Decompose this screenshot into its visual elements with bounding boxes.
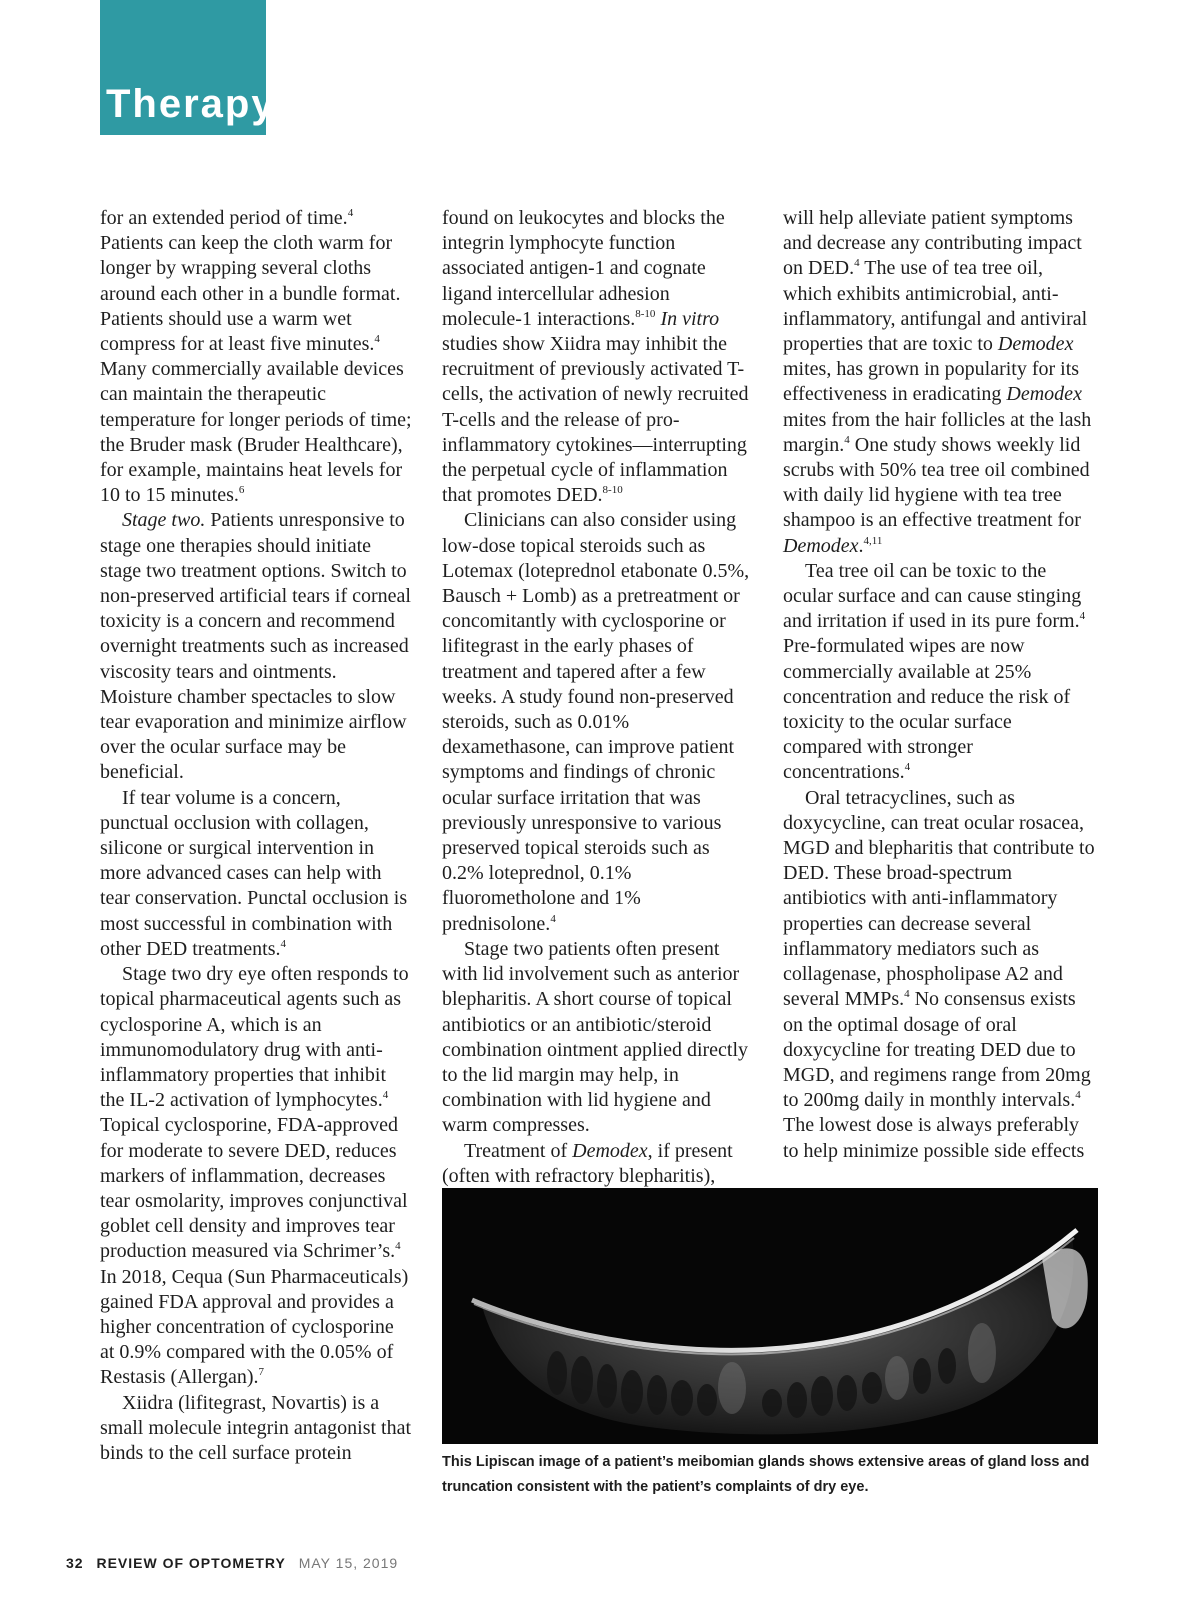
- paragraph: Stage two dry eye often responds to topical pharmaceutical agents such as cyclosporine A, which is an immunomodulatory drug with anti-inflammatory properties that inhibit the IL-2 activation of lymphocytes.$^4$ Topical cyclosporine, FDA-approved for moderate to severe DED, reduces markers of inflammation, decreases tear osmolarity, improves conjunctival goblet cell density and improves tear production measured via Schrimer’s.$^4$ In 2018, Cequa (Sun Pharmaceuticals) gained FDA approval and provides a higher concentration of cyclosporine at 0.9% compared with the 0.05% of Restasis (Allergan).$^7$: [100, 963, 409, 1389]
- publication-name: REVIEW OF OPTOMETRY: [96, 1555, 286, 1571]
- paragraph: found on leukocytes and blocks the integrin lymphocyte function associated antigen-1 and cognate ligand intercellular adhesion molecule-1 interactions.$^{8-10}$ In vitro studies show Xiidra may inhibit the recruitment of previously activated T-cells, the activation of newly recruited T-cells and the release of pro-inflammatory cytokines—interrupting the perpetual cycle of inflammation that promotes DED.$^{8-10}$: [442, 207, 749, 507]
- meibography-image: [442, 1188, 1098, 1444]
- issue-date: MAY 15, 2019: [298, 1555, 399, 1571]
- paragraph: Xiidra (lifitegrast, Novartis) is a small molecule integrin antagonist that binds to the cell surface protein: [100, 1391, 412, 1464]
- column-3: [783, 206, 1095, 1164]
- paragraph: If tear volume is a concern, punctual occlusion with collagen, silicone or surgical intervention in more advanced cases can help with tear conservation. Punctal occlusion is most successful in combination with other DED treatments.$^4$: [100, 786, 408, 960]
- paragraph: Tea tree oil can be toxic to the ocular surface and can cause stinging and irritation if used in its pure form.$^4$ Pre-formulated wipes are now commercially available at 25% concentration and reduce the risk of toxicity to the ocular surface compared with stronger concentrations.$^4$: [783, 559, 1086, 784]
- page-footer: [66, 1555, 398, 1571]
- column-2: [442, 206, 754, 1189]
- section-label: Therapy: [106, 82, 276, 126]
- subheading: Stage two.: [122, 509, 206, 532]
- figure-caption: This Lipiscan image of a patient’s meibomian glands shows extensive areas of gland loss and truncation consistent with the patient’s complaints of dry eye.: [442, 1454, 1090, 1495]
- paragraph: Oral tetracyclines, such as doxycycline, can treat ocular rosacea, MGD and blepharitis that contribute to DED. These broad-spectrum antibiotics with anti-inflammatory properties can decrease several inflammatory mediators such as collagenase, phospholipase A2 and several MMPs.$^4$ No consensus exists on the optimal dosage of oral doxycycline for treating DED due to MGD, and regimens range from 20mg to 200mg daily in monthly intervals.$^4$ The lowest dose is always preferably to help minimize possible side effects: [783, 786, 1095, 1162]
- paragraph: Stage two patients often present with lid involvement such as anterior blepharitis. A short course of topical antibiotics or an antibiotic/steroid combination ointment applied directly to the lid margin may help, in combination with lid hygiene and warm compresses.: [442, 937, 749, 1137]
- paragraph: Stage two. Patients unresponsive to stage one therapies should initiate stage two treatment options. Switch to non-preserved artificial tears if corneal toxicity is a concern and recommend overnight treatments such as increased viscosity tears and ointments. Moisture chamber spectacles to slow tear evaporation and minimize airflow over the ocular surface may be beneficial.: [100, 509, 411, 784]
- section-tab: [100, 0, 276, 135]
- paragraph: Clinicians can also consider using low-dose topical steroids such as Lotemax (loteprednol etabonate 0.5%, Bausch + Lomb) as a pretreatment or concomitantly with cyclosporine or lifitegrast in the early phases of treatment and tapered after a few weeks. A study found non-preserved steroids, such as 0.01% dexamethasone, can improve patient symptoms and findings of chronic ocular surface irritation that was previously unresponsive to various preserved topical steroids such as 0.2% loteprednol, 0.1% fluorometholone and 1% prednisolone.$^4$: [442, 509, 750, 935]
- paragraph: for an extended period of time.$^4$ Patients can keep the cloth warm for longer by wrapping several cloths around each other in a bundle format. Patients should use a warm wet compress for at least five minutes.$^4$ Many commercially available devices can maintain the therapeutic temperature for longer periods of time; the Bruder mask (Bruder Healthcare), for example, maintains heat levels for 10 to 15 minutes.$^6$: [100, 207, 412, 507]
- page-number: 32: [66, 1555, 84, 1571]
- column-1: [100, 206, 412, 1466]
- eyelid-illustration: [442, 1188, 1098, 1444]
- paragraph: will help alleviate patient symptoms and decrease any contributing impact on DED.$^4$ The use of tea tree oil, which exhibits antimicrobial, anti-inflammatory, antifungal and antiviral properties that are toxic to Demodex mites, has grown in popularity for its effectiveness in eradicating Demodex mites from the hair follicles at the lash margin.$^4$ One study shows weekly lid scrubs with 50% tea tree oil combined with daily lid hygiene with tea tree shampoo is an effective treatment for Demodex.$^{4,11}$: [783, 207, 1092, 557]
- paragraph: Treatment of Demodex, if present (often with refractory blepharitis),: [442, 1139, 733, 1187]
